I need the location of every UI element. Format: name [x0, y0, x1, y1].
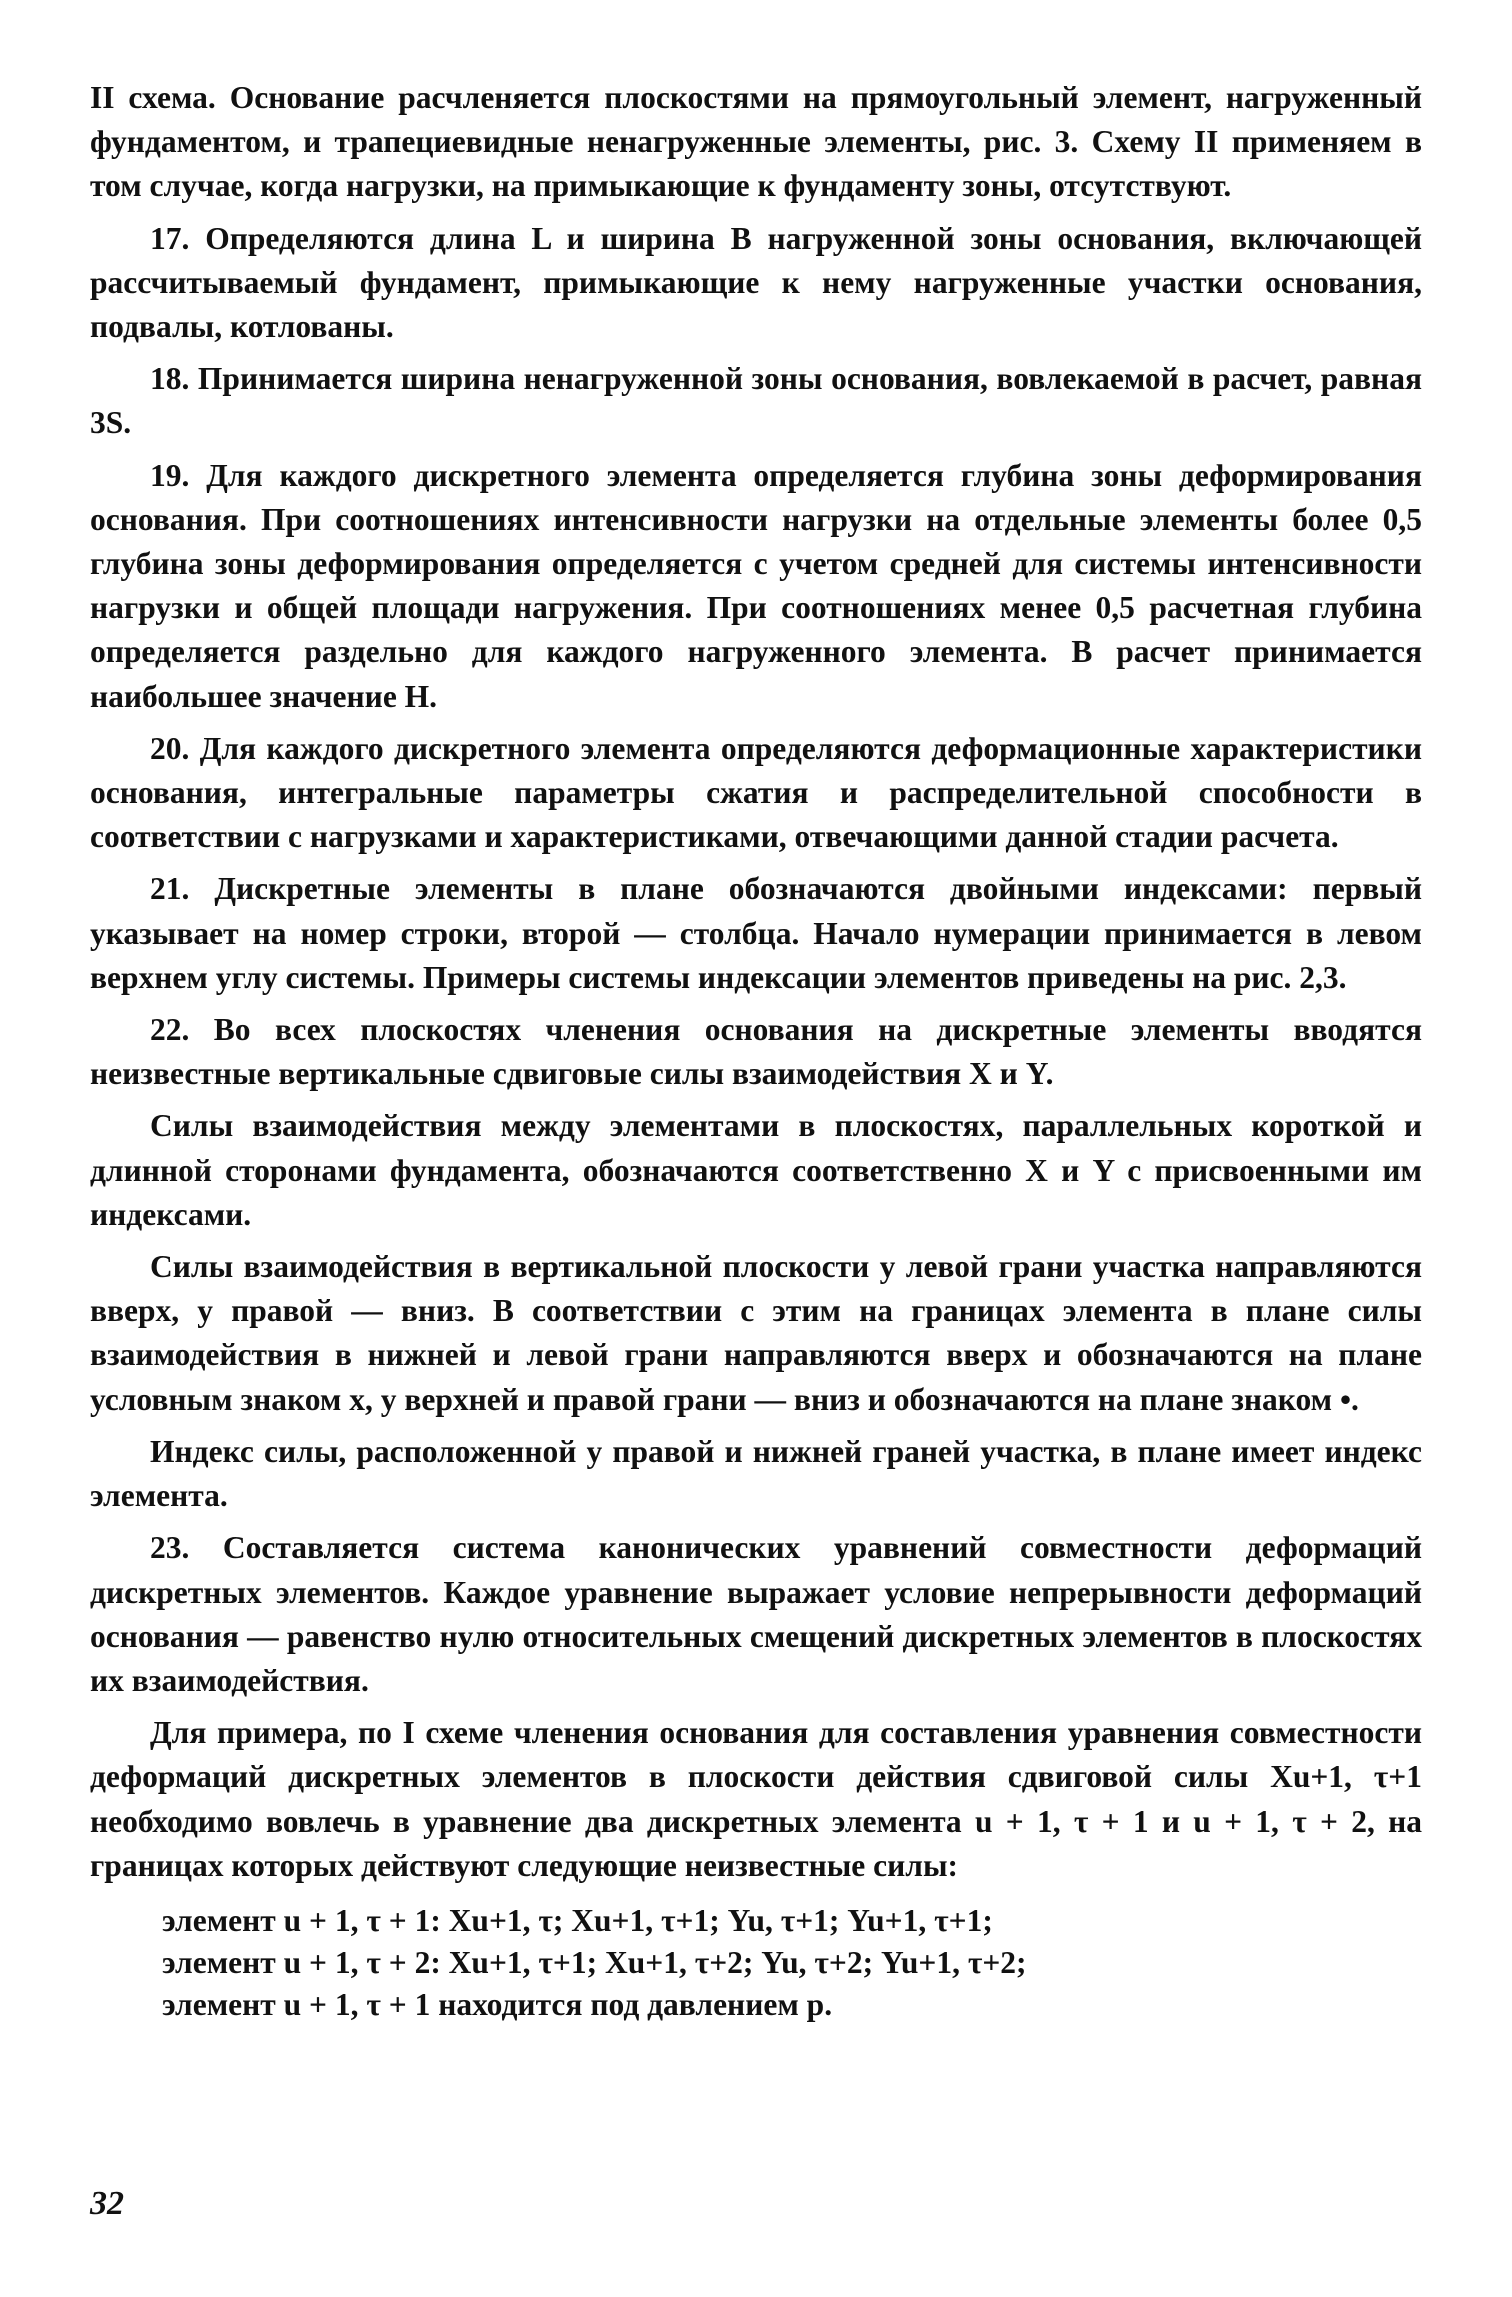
paragraph-20: 20. Для каждого дискретного элемента определяются деформационные характеристики основания, интегральные параметры сжатия и распределительной способности в соответствии с нагрузками и характеристиками, отвечающими данной стадии расчета.: [90, 730, 1422, 855]
paragraph-19: 19. Для каждого дискретного элемента определяется глубина зоны деформирования основания. При соотношениях интенсивности нагрузки на отдельные элементы более 0,5 глубина зоны деформирования определяется с учетом средней для системы интенсивности нагрузки и общей площади нагружения. При соотношениях менее 0,5 расчетная глубина определяется раздельно для каждого нагруженного элемента. В расчет принимается наибольшее значение H.: [90, 457, 1422, 714]
formula-line-1: элемент u + 1, τ + 1: Xu+1, τ; Xu+1, τ+1; Yu, τ+1; Yu+1, τ+1;: [162, 1902, 993, 1938]
paragraph-force-index: Индекс силы, расположенной у правой и нижней граней участка, в плане имеет индекс элемента.: [90, 1433, 1422, 1514]
paragraph-21: 21. Дискретные элементы в плане обозначаются двойными индексами: первый указывает на номер строки, второй — столбца. Начало нумерации принимается в левом верхнем углу системы. Примеры системы индексации элементов приведены на рис. 2,3.: [90, 871, 1422, 995]
page-number: 32: [90, 2185, 124, 2222]
paragraph-forces-xy: Силы взаимодействия между элементами в плоскостях, параллельных короткой и длинной сторонами фундамента, обозначаются соответственно X и Y с присвоенными им индексами.: [90, 1108, 1422, 1232]
paragraph-18: 18. Принимается ширина ненагруженной зоны основания, вовлекаемой в расчет, равная 3S.: [90, 361, 1422, 441]
paragraph-17: 17. Определяются длина L и ширина B нагруженной зоны основания, включающей рассчитываемый фундамент, примыкающие к нему нагруженные участки основания, подвалы, котлованы.: [90, 220, 1422, 345]
paragraph-example: Для примера, по I схеме членения основания для составления уравнения совместности деформаций дискретных элементов в плоскости действия сдвиговой силы Xu+1, τ+1 необходимо вовлечь в уравнение два дискретных элемента u + 1, τ + 1 и u + 1, τ + 2, на границах которых действуют следующие неизвестные силы:: [90, 1715, 1422, 1883]
formula-line-2: элемент u + 1, τ + 2: Xu+1, τ+1; Xu+1, τ+2; Yu, τ+2; Yu+1, τ+2;: [162, 1944, 1027, 1980]
paragraph-scheme-2: II схема. Основание расчленяется плоскостями на прямоугольный элемент, нагруженный фундаментом, и трапециевидные ненагруженные элементы, рис. 3. Схему II применяем в том случае, когда нагрузки, на примыкающие к фундаменту зоны, отсутствуют.: [90, 80, 1422, 204]
formula-line-3: элемент u + 1, τ + 1 находится под давлением p.: [162, 1986, 833, 2022]
paragraph-force-directions: Силы взаимодействия в вертикальной плоскости у левой грани участка направляются вверх, у правой — вниз. В соответствии с этим на границах элемента в плане силы взаимодействия в нижней и левой грани направляются вверх и обозначаются на плане условным знаком x, у верхней и правой грани — вниз и обозначаются на плане знаком •.: [90, 1249, 1422, 1417]
paragraph-23: 23. Составляется система канонических уравнений совместности деформаций дискретных элементов. Каждое уравнение выражает условие непрерывности деформаций основания — равенство нулю относительных смещений дискретных элементов в плоскостях их взаимодействия.: [90, 1530, 1422, 1698]
formula-block: [162, 1900, 1422, 2026]
paragraph-22: 22. Во всех плоскостях членения основания на дискретные элементы вводятся неизвестные вертикальные сдвиговые силы взаимодействия X и Y.: [90, 1012, 1422, 1092]
